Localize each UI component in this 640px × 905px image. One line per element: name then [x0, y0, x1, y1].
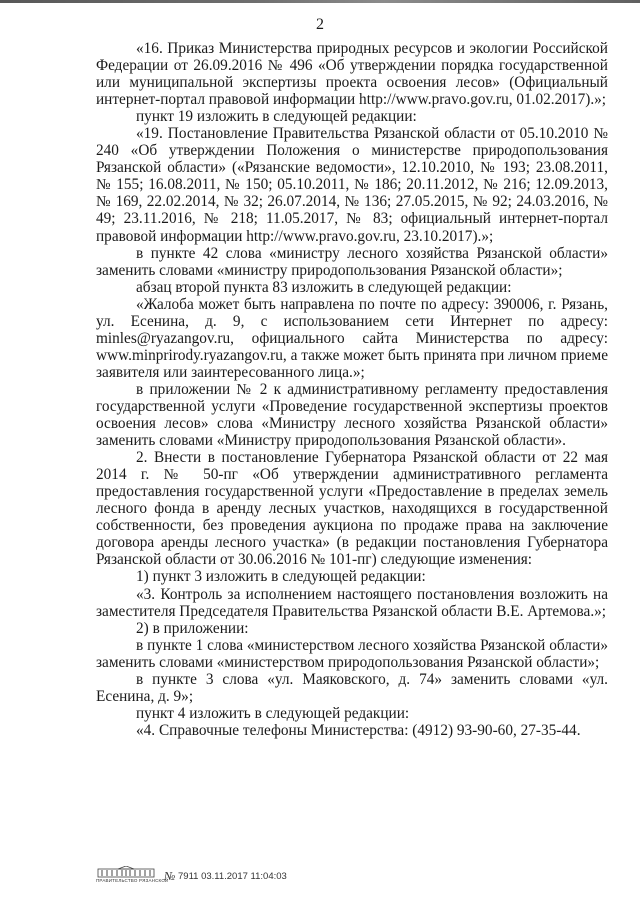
- paragraph-9: 1) пункт 3 изложить в следующей редакции:: [136, 568, 426, 586]
- page-number: 2: [316, 16, 324, 33]
- paragraph-12: в пункте 1 слова «министерством лесного хозяйства Рязанской области» заменить словами «министерством природопользования Рязанской области»;: [96, 636, 608, 671]
- government-building-stamp-icon: [96, 866, 169, 886]
- registration-info: 7911 03.11.2017 11:04:03: [178, 871, 287, 882]
- registration-number-symbol: №: [164, 869, 176, 883]
- paragraph-10: «3. Контроль за исполнением настоящего постановления возложить на заместителя Председателя Правительства Рязанской области В.Е. Артемова.»;: [96, 585, 608, 620]
- paragraph-6: «Жалоба может быть направлена по почте по адресу: 390006, г. Рязань, ул. Есенина, д. 9, с использованием сети Интернет по адресу: minles@ryazangov.ru, официального сайта Министерства по адресу: www.minprirody.ryazangov.ru, а также может быть принята при личном приеме заявителя или заинтересованного лица.»;: [96, 295, 608, 381]
- paragraph-2: пункт 19 изложить в следующей редакции:: [136, 108, 417, 126]
- paragraph-13: в пункте 3 слова «ул. Маяковского, д. 74» заменить словами «ул. Есенина, д. 9»;: [96, 670, 608, 705]
- paragraph-14: пункт 4 изложить в следующей редакции:: [136, 704, 410, 722]
- paragraph-15: «4. Справочные телефоны Министерства: (4912) 93-90-60, 27-35-44.: [136, 721, 581, 739]
- scan-edge: [0, 0, 640, 3]
- paragraph-8: 2. Внести в постановление Губернатора Рязанской области от 22 мая 2014 г. № 50-пг «Об утверждении административного регламента предоставления государственной услуги «Предоставление в пределах земель лесного фонда в аренду лесных участков, находящихся в государственной собственности, без проведения аукциона по продаже права на заключение договора аренды лесного участка» (в редакции постановления Губернатора Рязанской области от 30.06.2016 № 101-пг) следующие изменения:: [96, 449, 608, 569]
- paragraph-1: «16. Приказ Министерства природных ресурсов и экологии Российской Федерации от 26.09.2016 № 496 «Об утверждении порядка государственной или муниципальной экспертизы проекта освоения лесов» (Официальный интернет-портал правовой информации http://www.pravo.gov.ru, 01.02.2017).»;: [96, 40, 608, 109]
- paragraph-11: 2) в приложении:: [136, 619, 249, 637]
- paragraph-3: «19. Постановление Правительства Рязанской области от 05.10.2010 № 240 «Об утверждении Положения о министерстве природопользования Рязанской области» («Рязанские ведомости», 12.10.2010, № 193; 23.08.2011, № 155; 16.08.2011, № 150; 05.10.2011, № 186; 20.11.2012, № 216; 12.09.2013, № 169, 22.02.2014, № 32; 26.07.2014, № 136; 27.05.2015, № 92; 24.03.2016, № 49; 23.11.2016, № 218; 11.05.2017, № 83; официальный интернет-портал правовой информации http://www.pravo.gov.ru, 23.10.2017).»;: [96, 125, 608, 245]
- paragraph-7: в приложении № 2 к административному регламенту предоставления государственной услуги «Проведение государственной экспертизы проектов освоения лесов» слова «Министру лесного хозяйства Рязанской области» заменить словами «Министру природопользования Рязанской области».: [96, 380, 608, 450]
- stamp-label: ПРАВИТЕЛЬСТВО РЯЗАНСКОЙ: [96, 878, 169, 883]
- document-body: [96, 40, 608, 739]
- paragraph-4: в пункте 42 слова «министру лесного хозяйства Рязанской области» заменить словами «министру природопользования Рязанской области»;: [96, 244, 608, 279]
- paragraph-5: абзац второй пункта 83 изложить в следующей редакции:: [136, 278, 512, 296]
- registration-footer: [96, 866, 396, 886]
